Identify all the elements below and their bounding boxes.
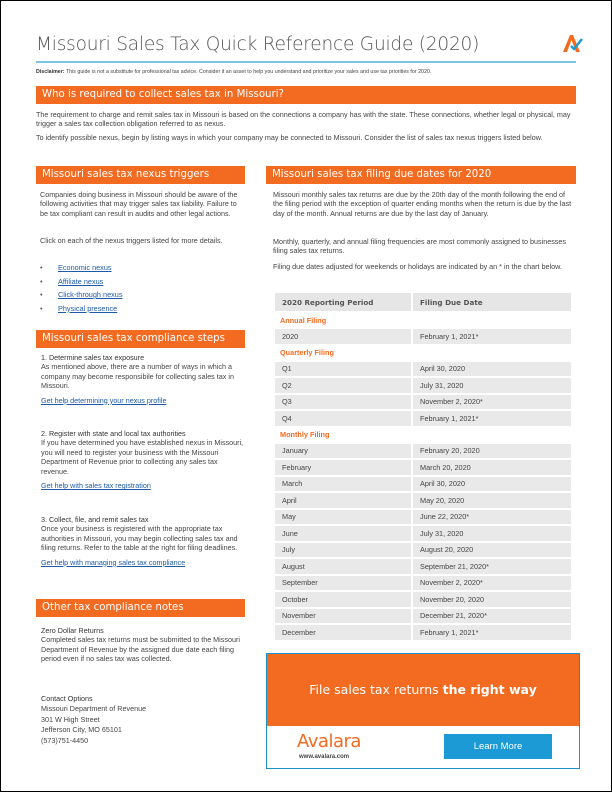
contact-line: Missouri Department of Revenue — [41, 704, 147, 714]
section-heading-notes: Other tax compliance notes — [36, 599, 245, 617]
who-paragraph-1: The requirement to charge and remit sales tax in Missouri is based on the connections a company has with the state. These connections, whether legal or physical, may trigger a sales tax collection obligation referred to as nexus. — [36, 110, 571, 129]
filing-paragraph-3: Filing due dates adjusted for weekends or holidays are indicated by an * in the chart below. — [273, 262, 562, 271]
column-header-period: 2020 Reporting Period — [275, 293, 411, 311]
avalara-url[interactable]: www.avalara.com — [299, 754, 350, 760]
avalara-logo-icon — [562, 33, 584, 53]
list-item: • Click-through nexus — [40, 288, 123, 302]
table-row: Q1 April 30, 2020 — [275, 362, 571, 377]
section-heading-compliance: Missouri sales tax compliance steps — [36, 330, 245, 348]
avalara-ad-banner[interactable] — [266, 653, 580, 769]
title-divider — [36, 61, 576, 63]
table-row: Q3 November 2, 2020* — [275, 395, 571, 410]
step-3-body: Once your business is registered with the appropriate tax authorities in Missouri, you may begin collecting sales tax and filing returns. Refer to the table at the right for filing deadlines. — [41, 524, 238, 553]
registration-link[interactable]: Get help with sales tax registration — [41, 481, 151, 491]
step-1-title: 1. Determine sales tax exposure — [41, 353, 145, 362]
ad-headline: File sales tax returns the right way — [267, 654, 579, 726]
economic-nexus-link[interactable]: Economic nexus — [58, 263, 112, 272]
contact-line: Jefferson City, MO 65101 — [41, 725, 122, 735]
zero-dollar-returns — [41, 626, 246, 664]
nexus-profile-link[interactable]: Get help determining your nexus profile — [41, 395, 167, 405]
disclaimer: Disclaimer: This guide is not a substitute for professional tax advice. Consider it an asset to help you understand and prioritize your sales and use tax priorities for 2020. — [36, 69, 432, 75]
table-row: December February 1, 2021* — [275, 625, 571, 640]
group-row-quarterly: Quarterly Filing — [275, 346, 571, 360]
page-title: Missouri Sales Tax Quick Reference Guide (2020) — [36, 34, 480, 55]
table-row: June July 31, 2020 — [275, 526, 571, 541]
table-row: July August 20, 2020 — [275, 543, 571, 558]
step-3 — [41, 515, 246, 567]
filing-due-dates-table — [273, 291, 573, 642]
filing-paragraph-1: Missouri monthly sales tax returns are due by the 20th day of the month following the end of the filing period with the exception of quarter ending months when the return is due by the last day of the month. Annual returns are due by the last day of January. — [273, 190, 572, 218]
step-3-title: 3. Collect, file, and remit sales tax — [41, 515, 149, 524]
zero-dollar-title: Zero Dollar Returns — [41, 626, 104, 635]
section-heading-who: Who is required to collect sales tax in Missouri? — [36, 86, 576, 104]
step-1-body: As mentioned above, there are a number of ways in which a company may become responsibile for collecting sales tax in Missouri. — [41, 362, 234, 391]
step-2 — [41, 429, 246, 490]
step-2-body: If you have determined you have established nexus in Missouri, you will need to register your business with the Missouri Department of Revenue prior to collecting any sales tax revenue. — [41, 438, 244, 476]
list-item: • Affiliate nexus — [40, 275, 123, 289]
step-2-title: 2. Register with state and local tax authorities — [41, 429, 186, 438]
nexus-paragraph-1: Companies doing business in Missouri should be aware of the following activities that may trigger sales tax liability. Failure to be tax compliant can result in audits and other legal actions. — [40, 190, 238, 218]
contact-options — [41, 694, 246, 746]
table-row: October November 20, 2020 — [275, 592, 571, 607]
list-item: • Physical presence — [40, 302, 123, 316]
step-1 — [41, 353, 246, 405]
table-row: August September 21, 2020* — [275, 559, 571, 574]
table-row: April May 20, 2020 — [275, 493, 571, 508]
group-row-monthly: Monthly Filing — [275, 428, 571, 442]
table-row: 2020 February 1, 2021* — [275, 329, 571, 344]
contact-phone: (573)751-4450 — [41, 735, 89, 745]
managing-compliance-link[interactable]: Get help with managing sales tax compliance — [41, 557, 186, 567]
table-row: January February 20, 2020 — [275, 444, 571, 459]
contact-title: Contact Options — [41, 694, 93, 703]
table-row: February March 20, 2020 — [275, 460, 571, 475]
who-paragraph-2: To identify possible nexus, begin by listing ways in which your company may be connected to Missouri. Consider the list of sales tax nexus triggers listed below. — [36, 133, 543, 142]
nexus-trigger-list — [40, 261, 123, 315]
physical-presence-link[interactable]: Physical presence — [58, 303, 118, 313]
learn-more-button[interactable]: Learn More — [444, 734, 552, 759]
table-header-row — [275, 293, 571, 311]
table-row: September November 2, 2020* — [275, 576, 571, 591]
nexus-paragraph-2: Click on each of the nexus triggers listed for more details. — [40, 236, 223, 245]
affiliate-nexus-link[interactable]: Affiliate nexus — [58, 276, 104, 286]
list-item: • Economic nexus — [40, 261, 123, 275]
click-through-nexus-link[interactable]: Click-through nexus — [58, 290, 123, 299]
table-row: March April 30, 2020 — [275, 477, 571, 492]
table-row: November December 21, 2020* — [275, 609, 571, 624]
section-heading-nexus: Missouri sales tax nexus triggers — [36, 166, 245, 184]
avalara-brand-logo: Avalara — [297, 731, 361, 752]
section-heading-filing: Missouri sales tax filing due dates for 2020 — [266, 166, 576, 184]
table-row: Q2 July 31, 2020 — [275, 378, 571, 393]
filing-paragraph-2: Monthly, quarterly, and annual filing frequencies are most commonly assigned to businesses filing sales tax returns. — [273, 237, 566, 256]
zero-dollar-body: Completed sales tax returns must be submitted to the Missouri Department of Revenue by the assigned due date each filing period even if no sales tax was collected. — [41, 635, 240, 664]
contact-line: 301 W High Street — [41, 714, 100, 724]
table-row: May June 22, 2020* — [275, 510, 571, 525]
group-row-annual: Annual Filing — [275, 313, 571, 327]
column-header-due-date: Filing Due Date — [413, 293, 571, 311]
table-row: Q4 February 1, 2021* — [275, 411, 571, 426]
